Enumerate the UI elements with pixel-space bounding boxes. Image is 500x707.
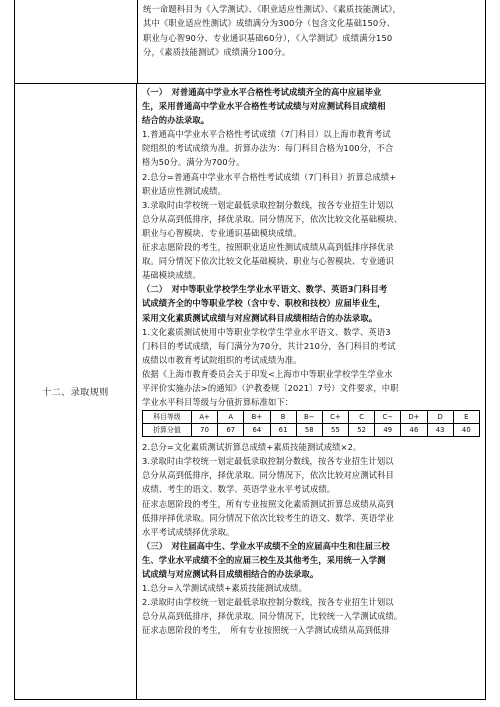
section-3-heading-line: （三） 对往届高中生、学业水平成绩不全的应届高中生和往届三校 <box>142 540 390 551</box>
text-line: 取。同分情况下依次比较文化基础模块、职业与心智模块、专业通识 <box>142 256 394 267</box>
text-line: 成绩、考生的语文、数学、英语学业水平考试成绩。 <box>142 484 336 495</box>
section-3-heading-line: 生、学业水平成绩不全的应届三校生及其他考生，采用统一入学测 <box>142 554 386 565</box>
text-line: 职业适应性测试成绩。 <box>142 185 226 196</box>
table-row-exam-subjects <box>15 0 485 84</box>
text-line: 门科目的考试成绩，每门满分为70分，共计210分，各门科目的考试 <box>142 340 396 351</box>
text-line: 职业与心智90分、专业通识基础60分），《入学测试》成绩满分150 <box>143 32 393 43</box>
section-2-heading-line: （二） 对中等职业学校学生学业水平语文、数学、英语3门科目考 <box>142 284 388 295</box>
grade-cell: A <box>218 411 244 424</box>
section-1-heading-line: 生，采用普通高中学业水平合格性考试成绩与对应测试科目成绩相 <box>142 101 386 112</box>
section-2-heading-line: 试成绩齐全的中等职业学校（含中专、职校和技校）应届毕业生， <box>142 298 386 309</box>
text-line: 总分从高到低排序，择优录取。同分情况下，依次比较对应测试科目 <box>142 470 394 481</box>
text-line: 水平考试成绩择优录取。 <box>142 526 235 537</box>
section-1-heading-line: 结合的办法录取。 <box>142 115 210 126</box>
grade-cell: B− <box>296 411 322 424</box>
text-line: 职业与心智模块、专业通识基础模块成绩。 <box>142 227 302 238</box>
grade-cell: D <box>427 411 453 424</box>
section-3 <box>142 539 481 638</box>
grade-row <box>143 411 480 424</box>
score-cell: 61 <box>270 424 296 437</box>
section-label: 十二、录取规则 <box>15 84 137 699</box>
score-cell: 43 <box>427 424 453 437</box>
table-row-admission-rules <box>15 84 485 699</box>
text-line: 基础模块成绩。 <box>142 270 201 281</box>
text-line: 1.总分=入学测试成绩+素质技能测试成绩。 <box>142 583 307 594</box>
table-header-cell: 科目等级 <box>143 411 192 424</box>
grade-conversion-table <box>142 410 480 437</box>
text-line: 依据《上海市教育委员会关于印发<上海市中等职业学校学生学业水 <box>142 368 393 379</box>
text-line: 征求志愿阶段的考生，所有专业按照文化素质测试折算总成绩从高到 <box>142 498 394 509</box>
text-line: 1.普通高中学业水平合格性考试成绩（7门科目）以上海市教育考试 <box>142 129 391 140</box>
score-cell: 40 <box>453 424 479 437</box>
grade-cell: A+ <box>192 411 218 424</box>
score-cell: 49 <box>375 424 401 437</box>
score-row <box>143 424 480 437</box>
grade-cell: C <box>349 411 375 424</box>
section-3-heading-line: 试成绩与对应测试科目成绩相结合的办法录取。 <box>142 569 319 579</box>
text-line: 院组织的考试成绩为准。折算办法为：每门科目合格为100分，不合 <box>142 143 394 154</box>
text-line: 成绩以市教育考试院组织的考试成绩为准。 <box>142 354 302 365</box>
text-line: 3.录取时由学校统一划定最低录取控制分数线，按各专业招生计划以 <box>142 199 394 210</box>
text-line: 统一命题科目为《入学测试》、《职业适应性测试》、《素质技能测试》， <box>143 4 401 14</box>
text-line: 学业水平科目等级与分值折算标准如下： <box>142 397 294 408</box>
score-cell: 67 <box>218 424 244 437</box>
text-line: 格为50分。满分为700分。 <box>142 157 245 168</box>
grade-cell: C+ <box>322 411 348 424</box>
text-line: 征求志愿阶段的考生，按照职业适应性测试成绩从高到低排序择优录 <box>142 242 394 253</box>
table-header-cell: 折算分值 <box>143 424 192 437</box>
text-line: 3.录取时由学校统一划定最低录取控制分数线，按各专业招生计划以 <box>142 456 394 467</box>
text-line: 2.总分=普通高中学业水平合格性考试成绩（7门科目）折算总成绩+ <box>142 171 397 182</box>
text-line: 平评价实施办法>的通知》（沪教委规〔2021〕7号）文件要求，中职 <box>142 382 399 393</box>
grade-cell: C− <box>375 411 401 424</box>
text-line: 2.录取时由学校统一划定最低录取控制分数线，按各专业招生计划以 <box>142 597 394 608</box>
score-cell: 70 <box>192 424 218 437</box>
text-line: 总分从高到低排序，择优录取。同分情况下，依次比较文化基础模块、 <box>142 213 403 224</box>
text-line: 征求志愿阶段的考生， 所有专业按照统一入学测试成绩从高到低排 <box>142 625 390 636</box>
section-2 <box>142 282 481 539</box>
grade-cell: B+ <box>244 411 270 424</box>
section-1-heading-line: （一） 对普通高中学业水平合格性考试成绩齐全的高中应届毕业 <box>142 87 382 97</box>
grade-cell: B <box>270 411 296 424</box>
text-line: 总分从高到低排序，择优录取。同分情况下，比较统一入学测试成绩。 <box>142 611 403 622</box>
section-2-heading-line: 采用文化素质测试成绩与对应测试科目成绩相结合的办法录取。 <box>142 312 378 323</box>
text-line: 低排序择优录取。同分情况下依次比较考生的语文、数学、英语学业 <box>142 512 394 523</box>
score-cell: 52 <box>349 424 375 437</box>
exam-subjects-cell <box>137 0 485 84</box>
text-line: 其中《职业适应性测试》成绩满分为300分（包含文化基础150分、 <box>143 18 396 29</box>
score-cell: 46 <box>401 424 427 437</box>
text-line: 分，《素质技能测试》成绩满分100分。 <box>143 46 291 57</box>
score-cell: 55 <box>322 424 348 437</box>
score-cell: 58 <box>296 424 322 437</box>
section-1 <box>142 85 481 282</box>
admission-rules-cell <box>137 84 485 699</box>
score-cell: 64 <box>244 424 270 437</box>
grade-cell: D+ <box>401 411 427 424</box>
admission-rules-table <box>14 0 486 700</box>
text-line: 2.总分=文化素质测试折算总成绩+素质技能测试成绩×2。 <box>142 442 362 453</box>
text-line: 1.文化素质测试使用中等职业学校学生学业水平语文、数学、英语3 <box>142 326 391 337</box>
grade-cell: E <box>453 411 479 424</box>
